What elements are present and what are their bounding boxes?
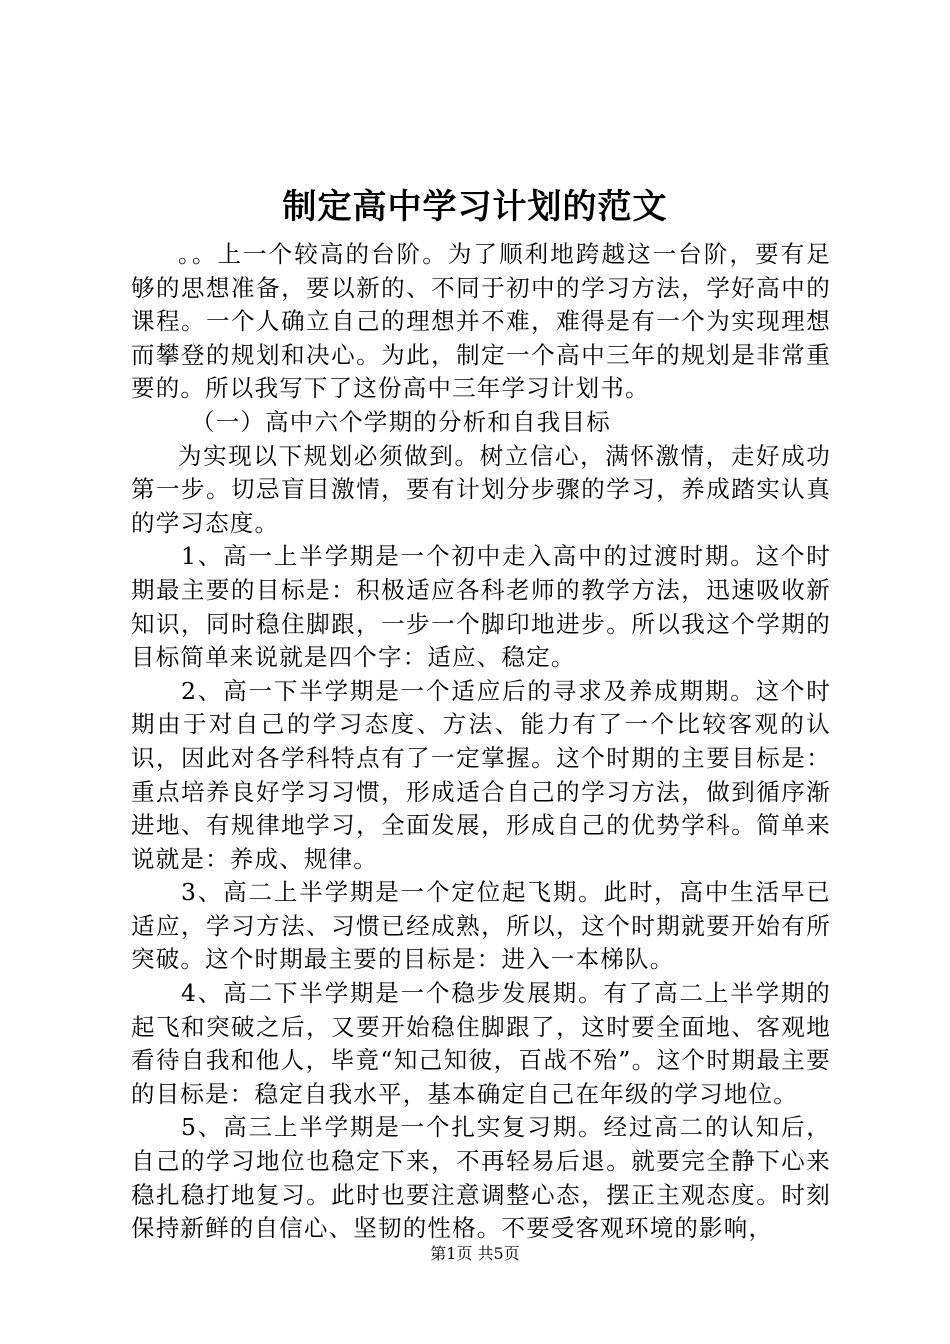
paragraph-term-4: 4、高二下半学期是一个稳步发展期。有了高二上半学期的起飞和突破之后，又要开始稳住脚跟了，这时要全面地、客观地看待自我和他人，毕竟“知己知彼，百战不殆”。这个时期最主要的目标是：稳定自我水平，基本确定自己在年级的学习地位。 bbox=[131, 979, 831, 1108]
document-body bbox=[131, 238, 831, 1246]
section-heading: （一）高中六个学期的分析和自我目标 bbox=[191, 407, 611, 436]
intro-paragraph: 。。上一个较高的台阶。为了顺利地跨越这一台阶，要有足够的思想准备，要以新的、不同于初中的学习方法，学好高中的课程。一个人确立自己的理想并不难，难得是有一个为实现理想而攀登的规划和决心。为此，制定一个高中三年的规划是非常重要的。所以我写下了这份高中三年学习计划书。 bbox=[131, 240, 831, 403]
paragraph-term-5: 5、高三上半学期是一个扎实复习期。经过高二的认知后，自己的学习地位也稳定下来，不再轻易后退。就要完全静下心来稳扎稳打地复习。此时也要注意调整心态，摆正主观态度。时刻保持新鲜的自信心、坚韧的性格。不要受客观环境的影响， bbox=[131, 1113, 831, 1243]
paragraph-term-3: 3、高二上半学期是一个定位起飞期。此时，高中生活早已适应，学习方法、习惯已经成熟，所以，这个时期就要开始有所突破。这个时期最主要的目标是：进入一本梯队。 bbox=[131, 878, 831, 974]
paragraph-term-2: 2、高一下半学期是一个适应后的寻求及养成期期。这个时期由于对自己的学习态度、方法、能力有了一个比较客观的认识，因此对各学科特点有了一定掌握。这个时期的主要目标是：重点培养良好学习习惯，形成适合自己的学习方法，做到循序渐进地、有规律地学习，全面发展，形成自己的优势学科。简单来说就是：养成、规律。 bbox=[131, 676, 831, 873]
document-title: 制定高中学习计划的范文 bbox=[282, 187, 668, 227]
page-footer: 第1页 共5页 bbox=[430, 1244, 520, 1263]
paragraph-requirements: 为实现以下规划必须做到。树立信心，满怀激情，走好成功第一步。切忌盲目激情，要有计划分步骤的学习，养成踏实认真的学习态度。 bbox=[131, 441, 831, 537]
paragraph-term-1: 1、高一上半学期是一个初中走入高中的过渡时期。这个时期最主要的目标是：积极适应各科老师的教学方法，迅速吸收新知识，同时稳住脚跟，一步一个脚印地进步。所以我这个学期的目标简单来说就是四个字：适应、稳定。 bbox=[131, 542, 831, 672]
